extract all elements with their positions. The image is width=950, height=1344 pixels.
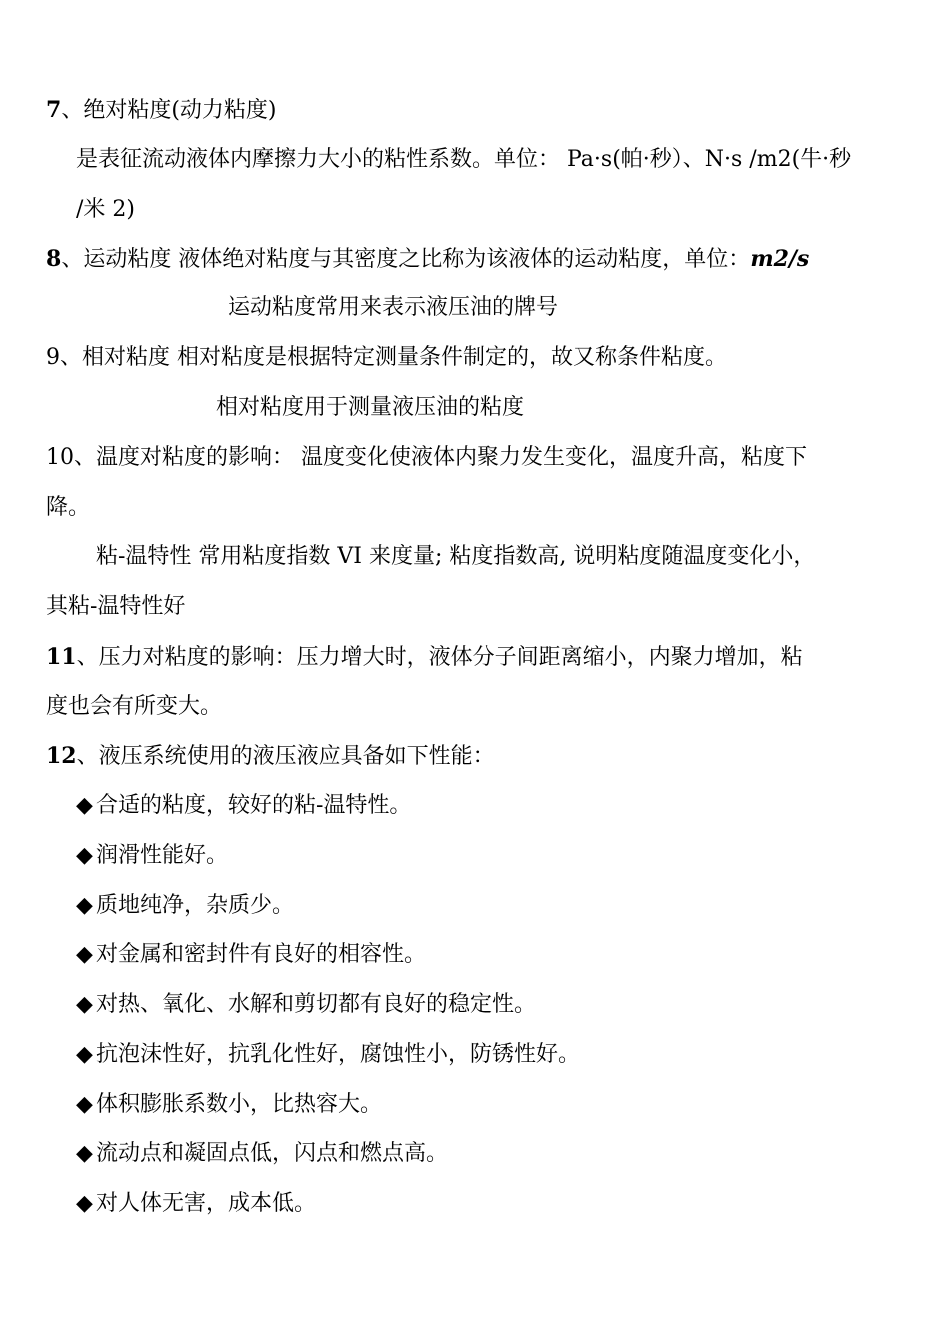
item8-number: 8	[46, 246, 62, 272]
item7-heading	[46, 95, 276, 126]
list-item-text: 质地纯净，杂质少。	[96, 893, 295, 918]
list-item-text: 抗泡沫性好，抗乳化性好，腐蚀性小，防锈性好。	[96, 1042, 581, 1067]
diamond-bullet-icon: ◆	[76, 1191, 93, 1216]
list-item-text: 润滑性能好。	[96, 843, 229, 868]
diamond-bullet-icon: ◆	[76, 893, 93, 918]
item12-title: 、液压系统使用的液压液应具备如下性能：	[76, 744, 495, 769]
list-item	[76, 841, 228, 871]
list-item-text: 对人体无害，成本低。	[96, 1191, 317, 1216]
list-item-text: 体积膨胀系数小，比热容大。	[96, 1092, 383, 1117]
list-item	[76, 1040, 580, 1070]
item11-text: 、压力对粘度的影响：压力增大时，液体分子间距离缩小，内聚力增加，粘	[76, 645, 803, 670]
diamond-bullet-icon: ◆	[76, 1092, 93, 1117]
list-item	[76, 1139, 448, 1169]
list-item	[76, 940, 426, 970]
list-item	[76, 1090, 382, 1120]
diamond-bullet-icon: ◆	[76, 793, 93, 818]
list-item-text: 流动点和凝固点低，闪点和燃点高。	[96, 1141, 449, 1166]
list-item	[76, 791, 411, 821]
item8-text: 、运动粘度 液体绝对粘度与其密度之比称为该液体的运动粘度，单位：	[61, 247, 751, 272]
item11-number: 11	[46, 644, 77, 670]
list-item	[76, 990, 536, 1020]
diamond-bullet-icon: ◆	[76, 942, 93, 967]
item12-heading	[46, 741, 495, 772]
diamond-bullet-icon: ◆	[76, 1141, 93, 1166]
diamond-bullet-icon: ◆	[76, 1042, 93, 1067]
item10-line3: 粘-温特性 常用粘度指数 VI 来度量; 粘度指数高, 说明粘度随温度变化小，	[96, 544, 816, 569]
item9-heading: 9、相对粘度 相对粘度是根据特定测量条件制定的，故又称条件粘度。	[46, 345, 727, 370]
item11-line1	[46, 642, 803, 673]
item11-line2: 度也会有所变大。	[46, 694, 223, 719]
item8-heading	[46, 244, 809, 275]
item12-number: 12	[46, 743, 77, 769]
list-item-text: 合适的粘度，较好的粘-温特性。	[96, 793, 412, 818]
diamond-bullet-icon: ◆	[76, 992, 93, 1017]
item7-line1: 是表征流动液体内摩擦力大小的粘性系数。单位： Pa·s(帕·秒）、N·s /m2(牛·秒	[76, 147, 852, 172]
list-item	[76, 1189, 316, 1219]
item10-line1: 10、温度对粘度的影响： 温度变化使液体内聚力发生变化，温度升高，粘度下	[46, 445, 807, 470]
item8-line2: 运动粘度常用来表示液压油的牌号	[228, 295, 559, 320]
list-item-text: 对热、氧化、水解和剪切都有良好的稳定性。	[96, 992, 537, 1017]
item10-line2: 降。	[46, 495, 91, 520]
list-item-text: 对金属和密封件有良好的相容性。	[96, 942, 427, 967]
item7-number: 7	[46, 97, 62, 123]
item7-line2: /米 2)	[76, 197, 135, 222]
diamond-bullet-icon: ◆	[76, 843, 93, 868]
item9-line2: 相对粘度用于测量液压油的粘度	[216, 395, 525, 420]
item8-unit: m2/s	[750, 246, 810, 272]
list-item	[76, 891, 294, 921]
item10-line4: 其粘-温特性好	[46, 594, 186, 619]
item7-title: 、绝对粘度(动力粘度)	[61, 98, 277, 123]
